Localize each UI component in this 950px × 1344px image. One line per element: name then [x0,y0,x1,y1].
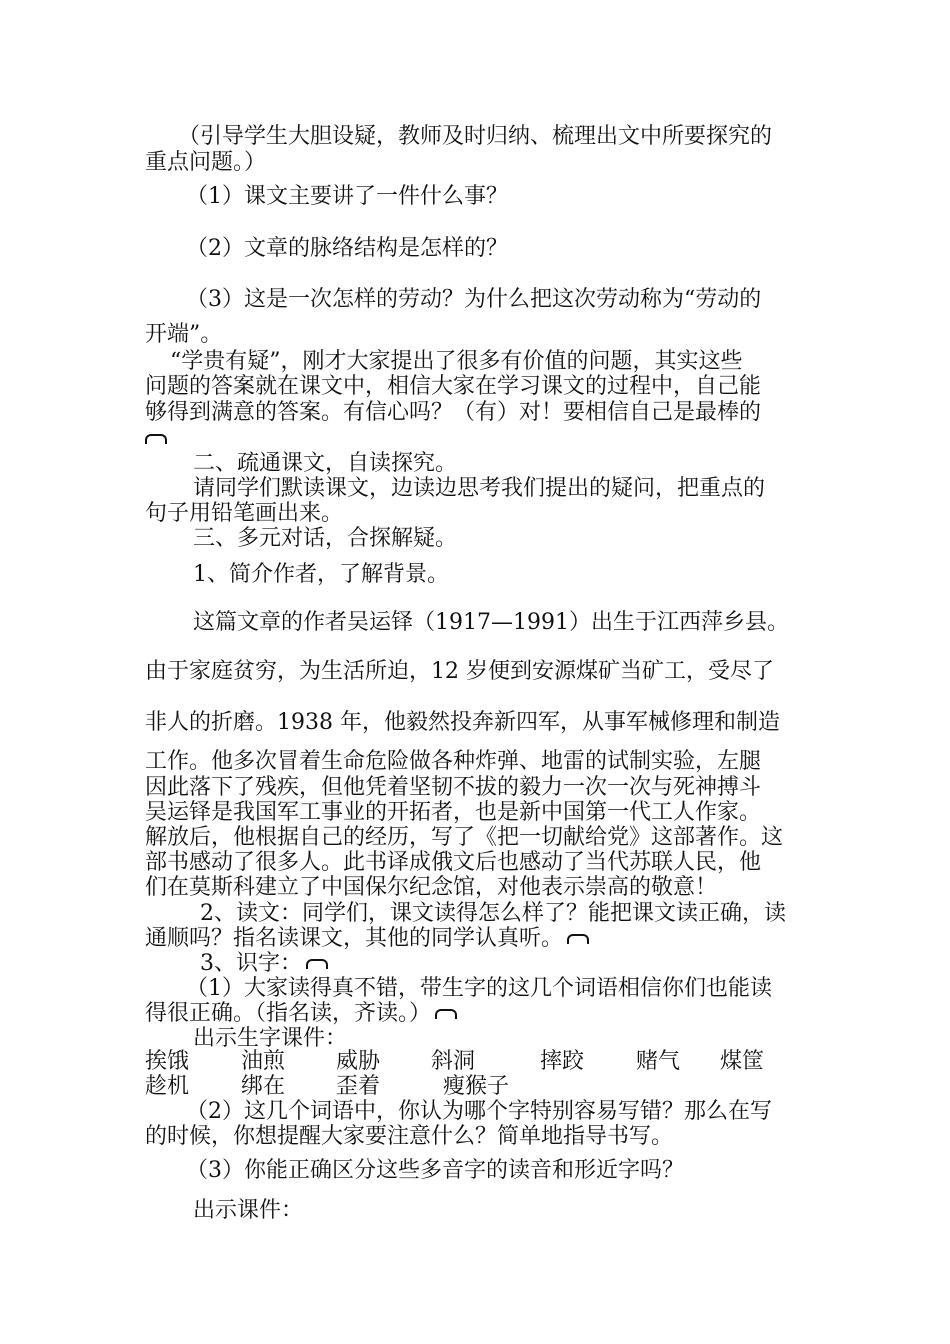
paragraph-line: （1）课文主要讲了一件什么事？ [186,184,508,209]
paragraph-line: （引导学生大胆设疑，教师及时归纳、梳理出文中所要探究的 [178,124,773,149]
paragraph-line: 够得到满意的答案。有信心吗？（有）对！要相信自己是最棒的 [145,400,762,425]
paragraph-line: 们在莫斯科建立了中国保尔纪念馆，对他表示崇高的敬意！ [145,875,718,900]
paragraph-line: 开端”。 [145,322,223,347]
vocab-word: 瘦猴子 [443,1074,510,1099]
vocab-word: 摔跤 [540,1049,585,1074]
paragraph-line: （3）这是一次怎样的劳动？为什么把这次劳动称为“劳动的 [186,287,762,312]
paragraph-line: 出示生字课件： [193,1026,348,1051]
paragraph-line: 出示课件： [193,1198,304,1223]
paragraph-line: 吴运铎是我国军工事业的开拓者，也是新中国第一代工人作家。 [145,800,762,825]
vocab-word: 威胁 [336,1049,381,1074]
section-heading: 三、多元对话，合探解疑。 [193,526,458,551]
paragraph-line: 因此落下了残疾，但他凭着坚韧不拔的毅力一次一次与死神搏斗 [145,775,762,800]
vocab-word: 歪着 [336,1074,381,1099]
paragraph-line: 部书感动了很多人。此书译成俄文后也感动了当代苏联人民，他 [145,850,762,875]
arc-mark [567,934,589,944]
paragraph-line: 请同学们默读课文，边读边思考我们提出的疑问，把重点的 [193,476,766,501]
paragraph-line [145,426,167,452]
paragraph-line: 3、识字： [200,951,328,977]
section-heading: 二、疏通课文，自读探究。 [193,451,458,476]
vocab-word: 赌气 [636,1049,681,1074]
paragraph-line: “学贵有疑”，刚才大家提出了很多有价值的问题，其实这些 [170,349,743,374]
paragraph-line: （2）这几个词语中，你认为哪个字特别容易写错？那么在写 [186,1099,772,1124]
paragraph-line: 非人的折磨。1938 年，他毅然投奔新四军，从事军械修理和制造 [145,710,780,735]
paragraph-line: 1、简介作者，了解背景。 [193,562,449,587]
vocab-word: 煤筐 [720,1049,765,1074]
vocab-word: 趁机 [145,1074,190,1099]
paragraph-line: 通顺吗？指名读课文，其他的同学认真听。 [145,926,589,952]
paragraph-line: 工作。他多次冒着生命危险做各种炸弹、地雷的试制实验，左腿 [145,749,762,774]
vocab-word: 油煎 [241,1049,286,1074]
paragraph-line: 句子用铅笔画出来。 [145,501,344,526]
paragraph-line: （1）大家读得真不错，带生字的这几个词语相信你们也能读 [186,976,772,1001]
vocab-word: 斜洞 [431,1049,476,1074]
paragraph-line: 这篇文章的作者吴运铎（1917—1991）出生于江西萍乡县。 [193,610,789,635]
vocab-word: 绑在 [241,1074,286,1099]
paragraph-line: 由于家庭贫穷，为生活所迫，12 岁便到安源煤矿当矿工，受尽了 [145,659,774,684]
paragraph-line: 问题的答案就在课文中，相信大家在学习课文的过程中，自己能 [145,374,762,399]
paragraph-line: 2、读文：同学们，课文读得怎么样了？能把课文读正确，读 [200,901,786,926]
paragraph-line: （3）你能正确区分这些多音字的读音和形近字吗？ [186,1158,684,1183]
arc-mark [435,1009,457,1019]
paragraph-line: 重点问题。） [145,150,267,175]
arc-mark [306,959,328,969]
paragraph-line: 解放后，他根据自己的经历，写了《把一切献给党》这部著作。这 [145,825,784,850]
paragraph-line: 的时候，你想提醒大家要注意什么？简单地指导书写。 [145,1124,674,1149]
paragraph-line: 得很正确。（指名读，齐读。） [145,1001,457,1027]
paragraph-line: （2）文章的脉络结构是怎样的？ [186,236,508,261]
arc-mark [145,434,167,444]
vocab-word: 挨饿 [145,1049,190,1074]
